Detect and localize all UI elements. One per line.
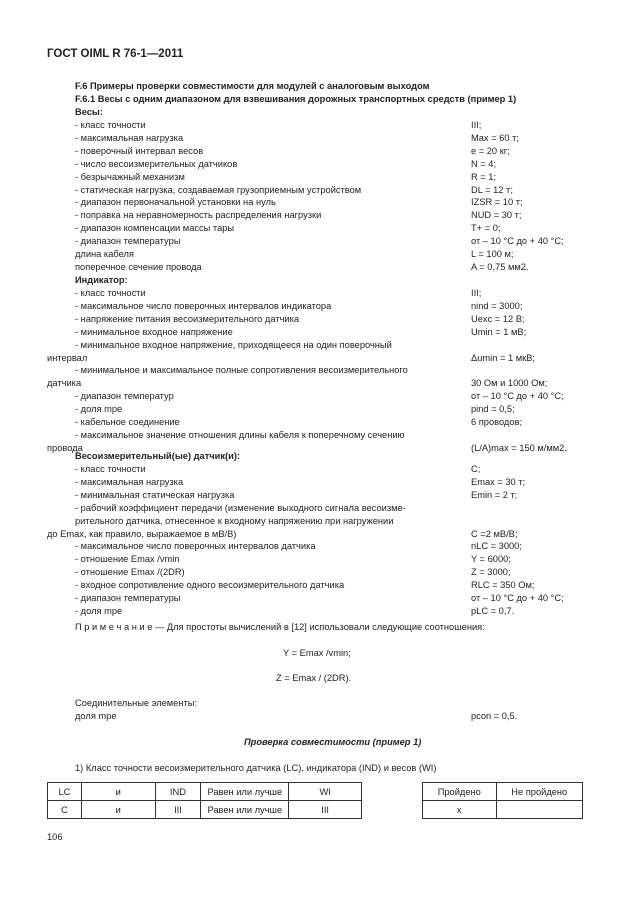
scales-value: NUD = 30 т; xyxy=(471,210,522,221)
scales-heading: Весы: xyxy=(75,107,103,117)
lc-value: C; xyxy=(471,464,481,474)
indicator-label: - доля mpe xyxy=(75,404,123,415)
scales-value: DL = 12 т; xyxy=(471,184,513,195)
indicator-value: III; xyxy=(471,288,482,298)
scales-value: от – 10 °C до + 40 °C; xyxy=(471,236,564,247)
lc-label: - максимальное число поверочных интервалов датчика xyxy=(75,541,316,552)
note: П р и м е ч а н и е — Для простоты вычислений в [12] использовали следующие соотношения: xyxy=(75,622,485,632)
table-cell: WI xyxy=(289,783,362,801)
indicator-heading: Индикатор: xyxy=(75,275,128,285)
lc-label: - максимальная нагрузка xyxy=(75,476,184,487)
indicator-label: - кабельное соединение xyxy=(75,417,180,427)
indicator-value: nind = 3000; xyxy=(471,300,523,311)
connectors-heading: Соединительные элементы: xyxy=(75,698,198,708)
indicator-value: Umin = 1 мВ; xyxy=(471,326,527,337)
scales-label: - безрычажный механизм xyxy=(75,171,185,182)
table-cell xyxy=(496,801,583,819)
table-row xyxy=(48,783,362,801)
indicator-value: 6 проводов; xyxy=(471,417,523,427)
section-f6-heading: F.6 Примеры проверки совместимости для модулей с аналоговым выходом xyxy=(75,81,430,91)
indicator-label: - максимальное значение отношения длины кабеля к поперечному сечению xyxy=(75,429,405,440)
lc-label: - минимальная статическая нагрузка xyxy=(75,489,235,500)
indicator-label: - минимальное входное напряжение, приходящееся на один поверочный xyxy=(75,339,392,350)
indicator-label: - минимальное входное напряжение xyxy=(75,326,233,337)
scales-value: Max = 60 т; xyxy=(471,132,519,143)
indicator-label: - диапазон температур xyxy=(75,391,174,402)
scales-label: поперечное сечение провода xyxy=(75,261,202,272)
lc-label: - диапазон температуры xyxy=(75,593,181,603)
indicator-value: (L/A)max = 150 м/мм2. xyxy=(471,442,567,453)
indicator-label: датчика xyxy=(47,378,82,389)
table-cell: и xyxy=(81,783,155,801)
lc-value: RLC = 350 Ом; xyxy=(471,580,535,591)
indicator-value: 30 Ом и 1000 Ом; xyxy=(471,378,548,389)
lc-value: Z = 3000; xyxy=(471,567,511,578)
scales-value: A = 0,75 мм2. xyxy=(471,261,529,272)
scales-value: IZSR = 10 т; xyxy=(471,197,523,208)
lc-label: - отношение Emax /vmin xyxy=(75,554,180,565)
indicator-label: интервал xyxy=(47,352,88,363)
page-header: ГОСТ OIML R 76-1—2011 xyxy=(47,48,184,60)
result-table xyxy=(422,782,583,819)
scales-label: длина кабеля xyxy=(75,249,134,259)
indicator-label: - класс точности xyxy=(75,288,146,298)
scales-label: - максимальная нагрузка xyxy=(75,132,184,143)
scales-label: - поправка на неравномерность распределения нагрузки xyxy=(75,210,322,221)
scales-label: - поверочный интервал весов xyxy=(75,145,204,156)
lc-label: рительного датчика, отнесенное к входному напряжению при нагружении xyxy=(75,515,394,526)
scales-value: T+ = 0; xyxy=(471,223,501,234)
lc-label: - класс точности xyxy=(75,464,146,474)
lc-label: до Emax, как правило, выражаемое в мВ/В) xyxy=(47,528,237,539)
table-row xyxy=(423,801,583,819)
table-cell: Не пройдено xyxy=(496,783,583,801)
indicator-label: провода xyxy=(47,442,83,453)
lc-value: Emin = 2 т; xyxy=(471,489,518,500)
scales-label: - статическая нагрузка, создаваемая грузоприемным устройством xyxy=(75,184,362,195)
scales-value: III; xyxy=(471,120,482,130)
indicator-value: Δumin = 1 мкВ; xyxy=(471,352,535,363)
formula-y: Y = Emax /vmin; xyxy=(283,648,351,658)
scales-value: e = 20 кг; xyxy=(471,145,510,156)
lc-label: - доля mpe xyxy=(75,605,123,616)
scales-label: - класс точности xyxy=(75,120,146,130)
indicator-value: pind = 0,5; xyxy=(471,404,515,415)
table-cell: и xyxy=(81,801,155,819)
lc-value: nLC = 3000; xyxy=(471,541,522,552)
scales-value: N = 4; xyxy=(471,158,497,169)
scales-value: R = 1; xyxy=(471,171,497,182)
check-title: Проверка совместимости (пример 1) xyxy=(244,737,422,747)
lc-value: pLC = 0,7. xyxy=(471,605,515,616)
scales-value: L = 100 м; xyxy=(471,249,514,259)
page-number: 106 xyxy=(47,832,63,842)
indicator-label: - минимальное и максимальное полные сопротивления весоизмерительного xyxy=(75,365,408,376)
table-cell: IND xyxy=(155,783,201,801)
loadcell-heading: Весоизмерительный(ые) датчик(и): xyxy=(75,451,241,461)
scales-label: - диапазон компенсации массы тары xyxy=(75,223,235,234)
lc-label: - входное сопротивление одного весоизмерительного датчика xyxy=(75,580,345,591)
table-row xyxy=(423,783,583,801)
lc-value: Y = 6000; xyxy=(471,554,511,565)
indicator-value: Uexc = 12 В; xyxy=(471,313,525,324)
lc-value: C =2 мВ/В; xyxy=(471,528,518,539)
table-cell: x xyxy=(423,801,497,819)
formula-z: Z = Emax / (2DR). xyxy=(276,673,352,683)
table-cell: III xyxy=(289,801,362,819)
scales-label: - число весоизмерительных датчиков xyxy=(75,158,238,169)
table-cell: C xyxy=(48,801,82,819)
scales-label: - диапазон первоначальной установки на нуль xyxy=(75,197,276,208)
indicator-value: от – 10 °C до + 40 °C; xyxy=(471,391,564,402)
class-table xyxy=(47,782,362,819)
connectors-label: доля mpe xyxy=(75,711,117,721)
table-cell: LC xyxy=(48,783,82,801)
table-cell: III xyxy=(155,801,201,819)
connectors-value: pcon = 0,5. xyxy=(471,711,518,721)
table-row xyxy=(48,801,362,819)
indicator-label: - напряжение питания весоизмерительного датчика xyxy=(75,313,300,324)
indicator-label: - максимальное число поверочных интервалов индикатора xyxy=(75,300,332,311)
table-cell: Пройдено xyxy=(423,783,497,801)
lc-label: - отношение Emax /(2DR) xyxy=(75,567,185,578)
check-item-1: 1) Класс точности весоизмерительного датчика (LC), индикатора (IND) и весов (WI) xyxy=(75,763,437,773)
scales-label: - диапазон температуры xyxy=(75,236,181,247)
lc-value: Emax = 30 т; xyxy=(471,476,526,487)
lc-label: - рабочий коэффициент передачи (изменение выходного сигнала весоизме- xyxy=(75,502,406,513)
table-cell: Равен или лучше xyxy=(201,801,289,819)
table-cell: Равен или лучше xyxy=(201,783,289,801)
section-f61-heading: F.6.1 Весы с одним диапазоном для взвешивания дорожных транспортных средств (пример 1) xyxy=(75,94,517,104)
lc-value: от – 10 °C до + 40 °C; xyxy=(471,593,564,603)
